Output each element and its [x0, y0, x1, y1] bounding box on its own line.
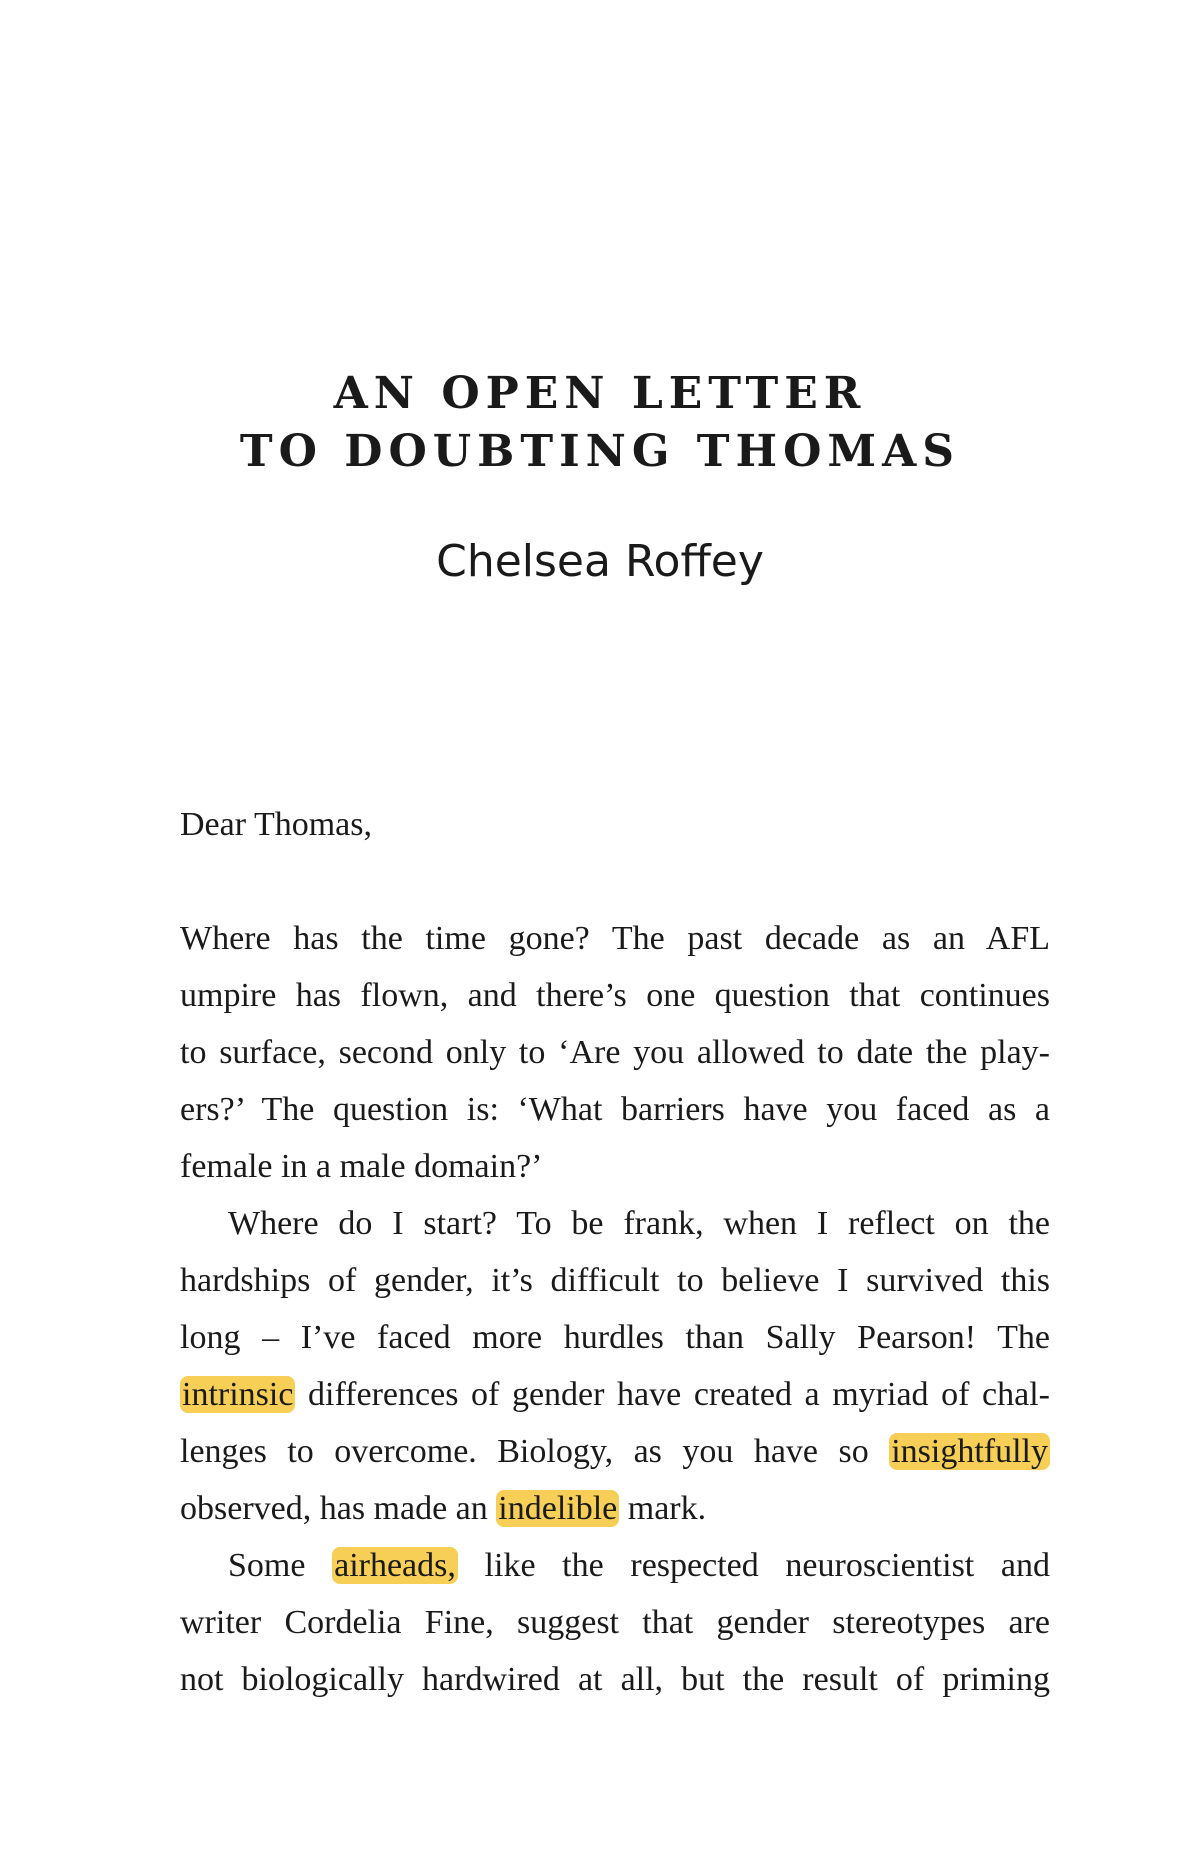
chapter-title-line-1: AN OPEN LETTER — [333, 368, 867, 419]
text-segment: differences of gender have created a myriad of chal- — [295, 1376, 1050, 1413]
text-line[interactable]: female in a male domain?’ — [180, 1148, 543, 1185]
letter-body — [180, 796, 1050, 1708]
text-line[interactable]: long – I’ve faced more hurdles than Sally Pearson! The — [180, 1319, 1050, 1356]
text-line[interactable] — [180, 1537, 1050, 1594]
text-segment: like the respected neuroscientist and — [457, 1547, 1050, 1584]
text-line[interactable]: hardships of gender, it’s difficult to believe I survived this — [180, 1262, 1050, 1299]
text-line[interactable]: umpire has flown, and there’s one question that continues — [180, 977, 1050, 1014]
text-segment: Some — [228, 1547, 333, 1584]
chapter-title-line-2: TO DOUBTING THOMAS — [239, 426, 961, 477]
text-line[interactable] — [180, 1423, 1050, 1480]
salutation: Dear Thomas, — [180, 806, 372, 843]
text-line[interactable] — [180, 1480, 1050, 1537]
text-segment: lenges to overcome. Biology, as you have so — [180, 1433, 890, 1470]
text-segment: mark. — [619, 1490, 707, 1527]
text-line[interactable]: to surface, second only to ‘Are you allowed to date the play- — [180, 1034, 1050, 1071]
text-line[interactable]: Where do I start? To be frank, when I reflect on the — [228, 1205, 1050, 1242]
paragraph-1 — [180, 910, 1050, 1195]
highlighted-word[interactable]: airheads, — [334, 1547, 456, 1584]
highlighted-word[interactable]: insightfully — [891, 1433, 1048, 1470]
paragraph-2 — [180, 1195, 1050, 1537]
text-line[interactable]: writer Cordelia Fine, suggest that gender stereotypes are — [180, 1604, 1050, 1641]
highlighted-word[interactable]: intrinsic — [182, 1376, 294, 1413]
text-segment: observed, has made an — [180, 1490, 497, 1527]
chapter-title — [0, 365, 1200, 481]
text-line[interactable] — [180, 1366, 1050, 1423]
highlighted-word[interactable]: indelible — [498, 1490, 618, 1527]
text-line[interactable]: ers?’ The question is: ‘What barriers have you faced as a — [180, 1091, 1050, 1128]
author-name: Chelsea Roffey — [436, 536, 764, 587]
text-line[interactable]: Where has the time gone? The past decade as an AFL — [180, 920, 1050, 957]
text-line[interactable]: not biologically hardwired at all, but the result of priming — [180, 1661, 1050, 1698]
paragraph-3 — [180, 1537, 1050, 1708]
